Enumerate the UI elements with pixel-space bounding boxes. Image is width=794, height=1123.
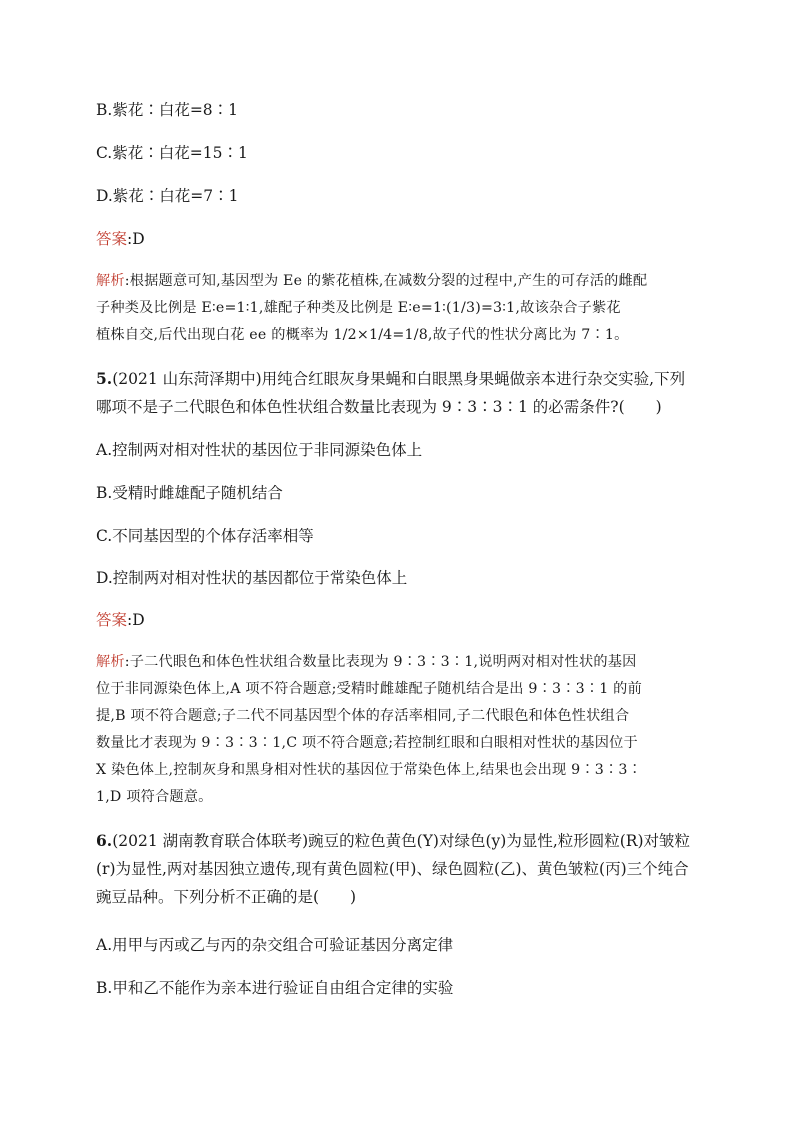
q4-option-b: B.紫花∶白花=8∶1	[96, 101, 239, 119]
q5-option-d: D.控制两对相对性状的基因都位于常染色体上	[96, 569, 408, 587]
q5-stem-line-1	[96, 368, 702, 390]
q5-analysis-line-1	[96, 651, 702, 673]
analysis-label: 解析	[96, 654, 125, 670]
answer-label: 答案	[96, 230, 128, 248]
question-source: (2021 山东菏泽期中)	[112, 370, 262, 388]
q4-option-d: D.紫花∶白花=7∶1	[96, 187, 239, 205]
question-number: 5.	[96, 369, 113, 388]
question-number: 6.	[96, 831, 113, 850]
q4-option-c: C.紫花∶白花=15∶1	[96, 144, 248, 162]
q6-stem-line-3: 豌豆品种。下列分析不正确的是( )	[96, 888, 357, 906]
question-stem: 豌豆的粒色黄色(Y)对绿色(y)为显性,粒形圆粒(R)对皱粒	[308, 832, 691, 850]
q5-analysis-line-3: 提,B 项不符合题意;子二代不同基因型个体的存活率相同,子二代眼色和体色性状组合	[96, 708, 630, 724]
q4-analysis-line-2: 子种类及比例是 E∶e=1∶1,雄配子种类及比例是 E∶e=1∶(1/3)=3∶1,故该杂合子紫花	[96, 300, 621, 316]
q4-analysis-line-3: 植株自交,后代出现白花 ee 的概率为 1/2×1/4=1/8,故子代的性状分离比为 7∶1。	[96, 327, 629, 343]
question-source: (2021 湖南教育联合体联考)	[112, 832, 309, 850]
q4-answer	[96, 228, 702, 250]
q5-option-a: A.控制两对相对性状的基因位于非同源染色体上	[96, 441, 423, 459]
q5-analysis-line-6: 1,D 项符合题意。	[96, 789, 213, 805]
q4-analysis-line-1	[96, 270, 702, 292]
answer-label: 答案	[96, 611, 128, 629]
q6-option-a: A.用甲与丙或乙与丙的杂交组合可验证基因分离定律	[96, 936, 454, 954]
q5-analysis-line-5: X 染色体上,控制灰身和黑身相对性状的基因位于常染色体上,结果也会出现 9∶3∶3∶	[96, 762, 642, 778]
analysis-text: :根据题意可知,基因型为 Ee 的紫花植株,在减数分裂的过程中,产生的可存活的雌配	[124, 273, 648, 289]
q5-analysis-line-2: 位于非同源染色体上,A 项不符合题意;受精时雌雄配子随机结合是出 9∶3∶3∶1 的前	[96, 681, 642, 697]
analysis-label: 解析	[96, 273, 125, 289]
analysis-text: :子二代眼色和体色性状组合数量比表现为 9∶3∶3∶1,说明两对相对性状的基因	[124, 654, 637, 670]
q5-option-c: C.不同基因型的个体存活率相等	[96, 527, 314, 545]
q6-stem-line-1	[96, 830, 702, 852]
q5-option-b: B.受精时雌雄配子随机结合	[96, 484, 283, 502]
question-stem: 用纯合红眼灰身果蝇和白眼黑身果蝇做亲本进行杂交实验,下列	[261, 370, 686, 388]
q5-stem-line-2: 哪项不是子二代眼色和体色性状组合数量比表现为 9∶3∶3∶1 的必需条件?( )	[96, 398, 662, 416]
q5-analysis-line-4: 数量比才表现为 9∶3∶3∶1,C 项不符合题意;若控制红眼和白眼相对性状的基因位于	[96, 735, 638, 751]
answer-value: :D	[127, 230, 145, 248]
q6-option-b: B.甲和乙不能作为亲本进行验证自由组合定律的实验	[96, 979, 454, 997]
q6-stem-line-2: (r)为显性,两对基因独立遗传,现有黄色圆粒(甲)、绿色圆粒(乙)、黄色皱粒(丙)三个纯合	[96, 860, 689, 878]
answer-value: :D	[127, 611, 145, 629]
q5-answer	[96, 609, 702, 631]
